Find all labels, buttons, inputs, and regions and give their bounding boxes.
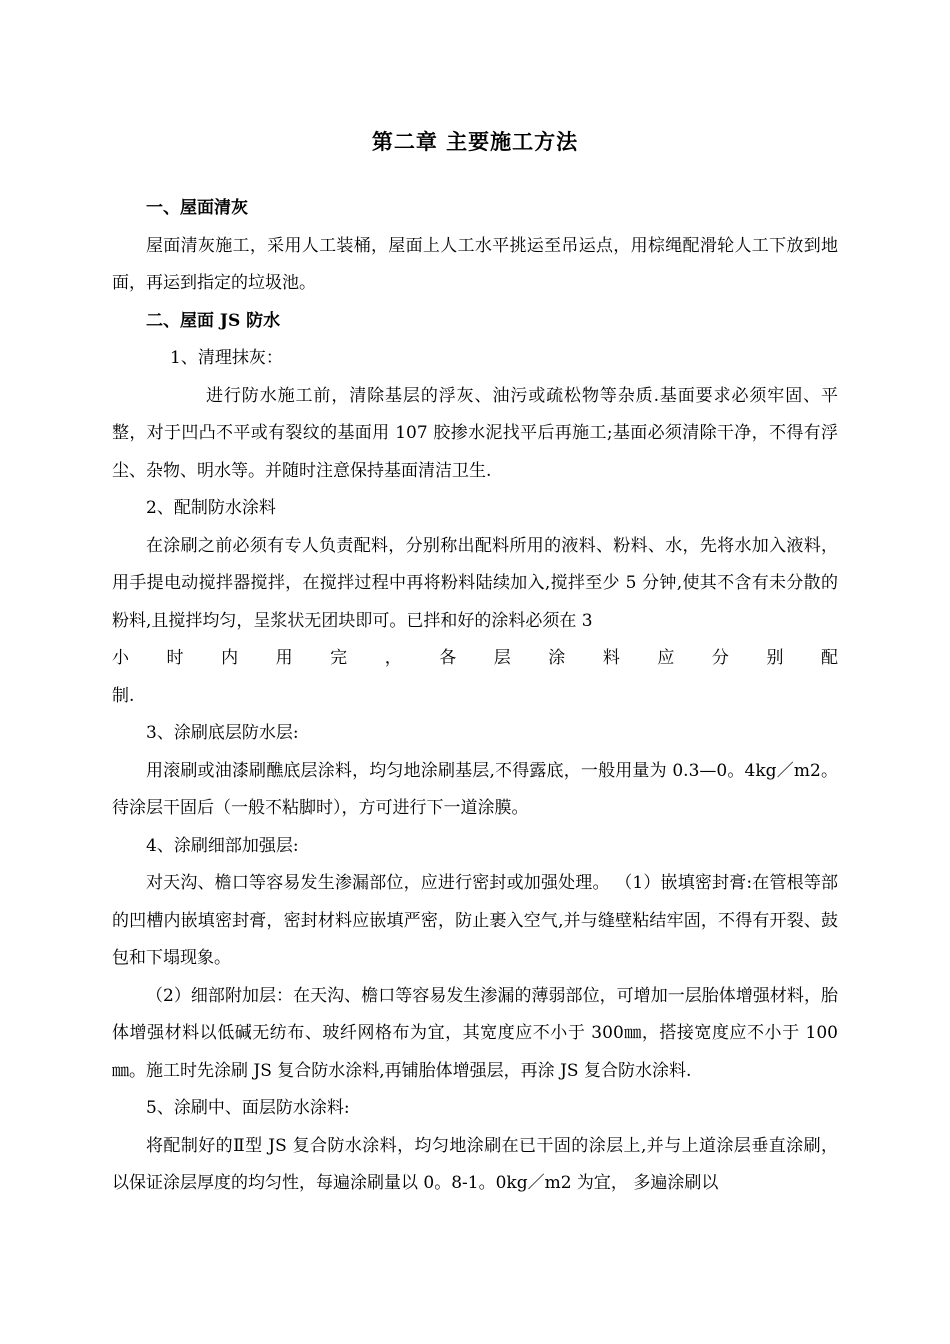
subheading-1: 1、清理抹灰： [170,348,283,368]
paragraph-clean-plaster: 进行防水施工前，清除基层的浮灰、油污或疏松物等杂质.基面要求必须牢固、平整，对于凹凸不平或有裂纹的基面用 107 胶掺水泥找平后再施工;基面必须清除干净，不得有浮尘、杂物、明水等。并随时注意保持基面清洁卫生. [112,385,838,481]
paragraph-base-layer: 用滚刷或油漆刷醮底层涂料，均匀地涂刷基层,不得露底，一般用量为 0.3—0。4kg／m2。待涂层干固后（一般不粘脚时），方可进行下一道涂膜。 [112,760,838,818]
section-2-heading: 二、屋面 JS 防水 [146,310,281,331]
subheading-5: 5、涂刷中、面层防水涂料: [146,1098,350,1118]
subheading-4: 4、涂刷细部加强层: [146,835,299,856]
subheading-2: 2、配制防水涂料 [146,498,276,518]
paragraph-top-layer: 将配制好的Ⅱ型 JS 复合防水涂料，均匀地涂刷在已干固的涂层上,并与上道涂层垂直涂刷，以保证涂层厚度的均匀性，每遍涂刷量以 0。8-1。0kg／m2 为宜， 多遍涂刷以 [112,1135,838,1193]
paragraph-mix-coating: 在涂刷之前必须有专人负责配料，分别称出配料所用的液料、粉料、水，先将水加入液料，用手提电动搅拌器搅拌，在搅拌过程中再将粉料陆续加入,搅拌至少 5 分钟,使其不含有未分散的粉料,且搅拌均匀，呈浆状无团块即可。已拌和好的涂料必须在 3 [112,535,838,631]
paragraph-mix-coating-line: 小时内用完，各层涂料应分别配 [112,648,838,668]
section-1-heading: 一、屋面清灰 [146,198,248,218]
subheading-3: 3、涂刷底层防水层: [146,723,299,743]
section-1 [112,190,838,1203]
paragraph-mix-coating-end: 制. [112,685,135,706]
paragraph-detail-seal: 对天沟、檐口等容易发生渗漏部位，应进行密封或加强处理。 （1）嵌填密封膏:在管根等部的凹槽内嵌填密封膏，密封材料应嵌填严密，防止裹入空气,并与缝壁粘结牢固，不得有开裂、鼓包和下塌现象。 [112,873,838,968]
section-1-paragraph: 屋面清灰施工，采用人工装桶，屋面上人工水平挑运至吊运点，用棕绳配滑轮人工下放到地面，再运到指定的垃圾池。 [112,235,838,293]
paragraph-detail-layer: （2）细部附加层：在天沟、檐口等容易发生渗漏的薄弱部位，可增加一层胎体增强材料，胎体增强材料以低碱无纺布、玻纤网格布为宜，其宽度应不小于 300㎜，搭接宽度应不小于 100㎜。施工时先涂刷 JS 复合防水涂料,再铺胎体增强层，再涂 JS 复合防水涂料. [112,985,838,1081]
page-title: 第二章 主要施工方法 [371,129,579,154]
